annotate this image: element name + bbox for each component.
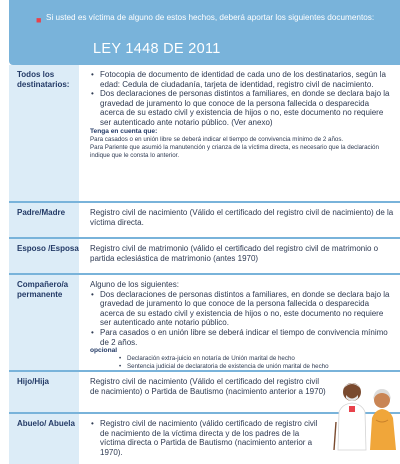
row-label: Abuelo/ Abuela — [9, 414, 79, 464]
row-text: Registro civil de nacimiento (Válido el certificado del registro civil de nacimiento) o Partida de Bautismo (nacimiento anterior a 1970) — [90, 377, 326, 396]
row-label: Hijo/Hija — [9, 372, 79, 412]
law-title: LEY 1448 DE 2011 — [93, 41, 221, 57]
list-item: • Registro civil de nacimiento (válido certificado de registro civil de nacimiento de la víctima directa y de los padres de la víctima directa o Partida de Bautismo (nacimiento anterior a 1970). — [90, 419, 324, 457]
row-label: Padre/Madre — [9, 203, 79, 237]
note-text: Para casados o en unión libre se deberá indicar el tiempo de convivencia mínimo de 2 años. — [90, 135, 344, 143]
row-label: Esposo /Esposa — [9, 239, 79, 273]
note-text: Para Pariente que asumió la manutención y crianza de la víctima directa, es necesario que la declaración indique que le consta lo anterior. — [90, 143, 379, 159]
table-row-todos — [9, 65, 400, 203]
row-content — [79, 203, 400, 237]
table-row-padre-madre — [9, 203, 400, 239]
list-item: • Sentencia judicial de declaratoria de existencia de unión marital de hecho — [118, 363, 394, 371]
list-item: • Dos declaraciones de personas distintos a familiares, en donde se declara bajo la gravedad de juramento lo que conoce de la persona fallecida o desparecida acerca de su estado civil y existencia de hijos o no, este documento no requiere ser autenticado ante notario público. (Ver anexo) — [90, 89, 394, 127]
table-row-esposo-esposa — [9, 239, 400, 275]
table-row-companero — [9, 275, 400, 372]
row-text: Registro civil de nacimiento (Válido el certificado del registro civil de nacimiento) de la víctima directa. — [90, 208, 394, 227]
row-content — [79, 65, 400, 201]
row-label: Compañero/a permanente — [9, 275, 79, 370]
banner-intro-text: Si usted es víctima de alguno de estos hechos, deberá aportar los siguientes documentos: — [46, 13, 375, 22]
red-bullet-icon: ■ — [36, 15, 42, 25]
list-item: • Dos declaraciones de personas distintos a familiares, en donde se declara bajo la gravedad de juramento lo que conoce de la persona fallecida o desparecida acerca de su estado civil y existencia de hijos o no, este documento no requiere ser autenticado ante notario público. — [90, 290, 394, 328]
list-item: • Declaración extra-juicio en notaría de Unión marital de hecho — [118, 355, 394, 363]
header-banner — [9, 0, 400, 65]
row-intro: Alguno de los siguientes: — [90, 280, 179, 289]
list-item: • Fotocopia de documento de identidad de cada uno de los destinatarios, según la edad: Cedula de ciudadanía, tarjeta de identidad, registro civil de nacimiento. — [90, 70, 394, 89]
list-item: • Para casados o en unión libre se deberá indicar el tiempo de convivencia mínimo de 2 años. — [90, 328, 394, 347]
row-content — [79, 239, 400, 273]
row-content — [79, 275, 400, 370]
elderly-couple-illustration — [330, 378, 400, 450]
note-title: Tenga en cuenta que: — [90, 127, 158, 135]
row-label: Todos los destinatarios: — [9, 65, 79, 201]
optional-label: opcional — [90, 347, 118, 355]
row-text: Registro civil de matrimonio (válido el certificado del registro civil de matrimonio o partida eclesiástica de matrimonio (antes 1970) — [90, 244, 379, 263]
